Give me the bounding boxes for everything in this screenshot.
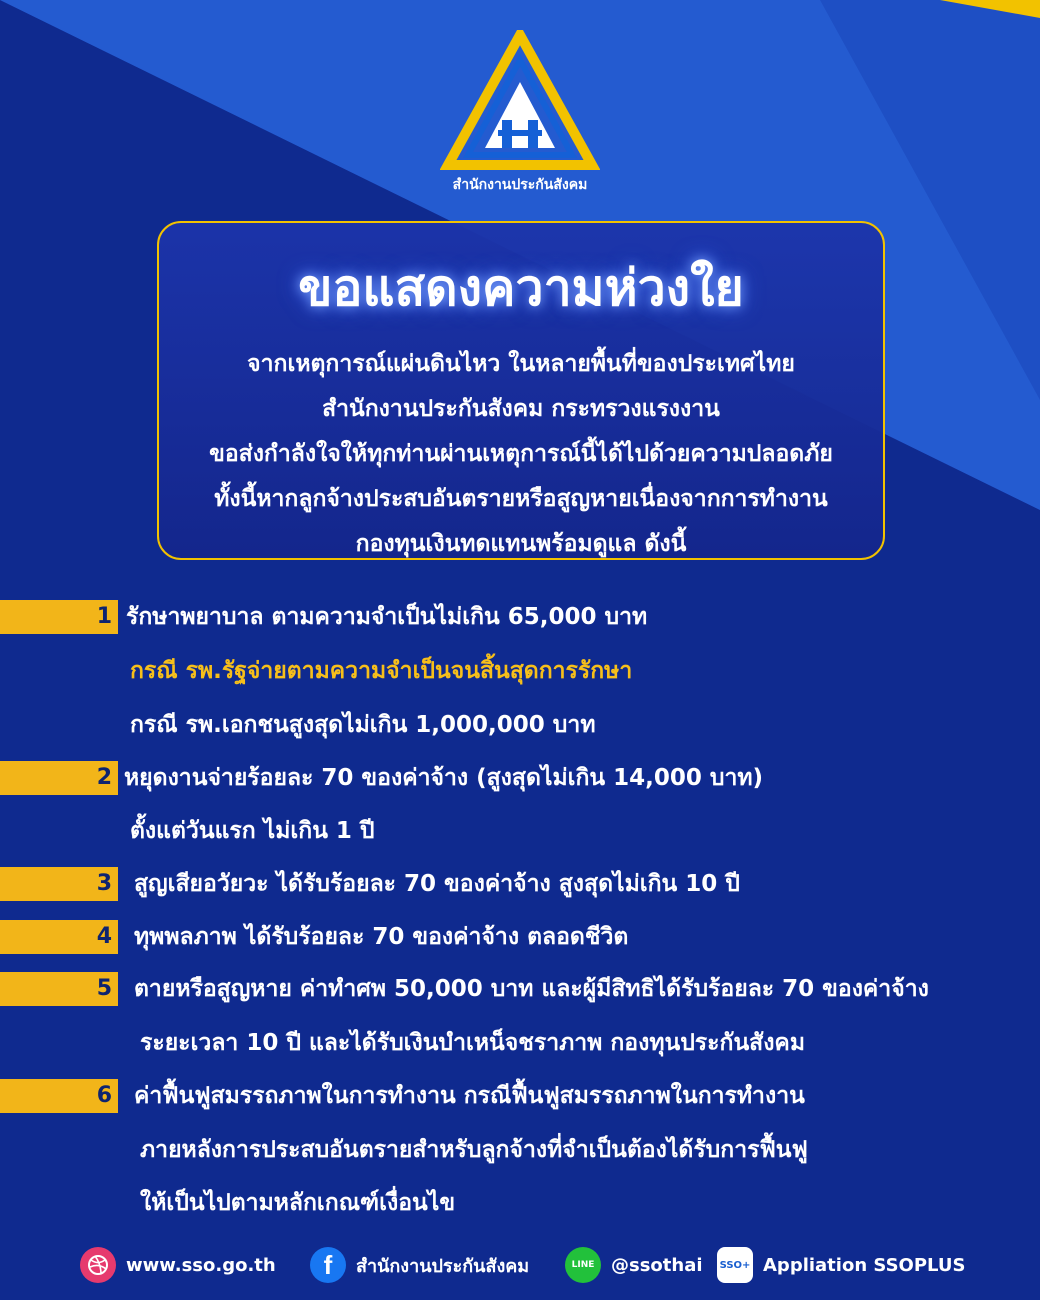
footer-website[interactable]: [80, 1245, 276, 1285]
line-icon: LINE: [565, 1247, 601, 1283]
item-2-line-1: หยุดงานจ่ายร้อยละ 70 ของค่าจ้าง (สูงสุดไม่เกิน 14,000 บาท): [124, 765, 764, 791]
item-6-line-3: ให้เป็นไปตามหลักเกณฑ์เงื่อนไข: [140, 1190, 456, 1216]
card-line: ขอส่งกำลังใจให้ทุกท่านผ่านเหตุการณ์นี้ได้ไปด้วยความปลอดภัย: [209, 441, 833, 467]
logo-caption: สำนักงานประกันสังคม: [452, 177, 588, 193]
item-number-5: 5: [0, 972, 118, 1006]
condolence-card: [157, 221, 885, 560]
item-6-line-1: ค่าฟื้นฟูสมรรถภาพในการทำงาน กรณีฟื้นฟูสมรรถภาพในการทำงาน: [134, 1083, 805, 1109]
item-number-3: 3: [0, 867, 118, 901]
card-line: ทั้งนี้หากลูกจ้างประสบอันตรายหรือสูญหายเนื่องจากการทำงาน: [214, 486, 828, 512]
card-line: จากเหตุการณ์แผ่นดินไหว ในหลายพื้นที่ของประเทศไทย: [247, 351, 795, 377]
item-number-2: 2: [0, 761, 118, 795]
sso-plus-app-icon: SSO+: [717, 1247, 753, 1283]
item-1-line-1: รักษาพยาบาล ตามความจำเป็นไม่เกิน 65,000 บาท: [126, 604, 648, 630]
website-text: www.sso.go.th: [126, 1254, 276, 1276]
line-text: @ssothai: [611, 1254, 703, 1276]
item-number-6: 6: [0, 1079, 118, 1113]
footer-app[interactable]: [717, 1245, 965, 1285]
item-3-line-1: สูญเสียอวัยวะ ได้รับร้อยละ 70 ของค่าจ้าง สูงสุดไม่เกิน 10 ปี: [134, 871, 740, 897]
card-title: ขอแสดงความห่วงใย: [298, 259, 744, 317]
sso-logo: [440, 30, 600, 195]
item-5-line-2: ระยะเวลา 10 ปี และได้รับเงินบำเหน็จชราภาพ กองทุนประกันสังคม: [140, 1030, 805, 1056]
item-4-line-1: ทุพพลภาพ ได้รับร้อยละ 70 ของค่าจ้าง ตลอดชีวิต: [134, 924, 629, 950]
card-line: กองทุนเงินทดแทนพร้อมดูแล ดังนี้: [355, 531, 687, 557]
sso-logo-icon: [440, 30, 600, 170]
item-1-line-3: กรณี รพ.เอกชนสูงสุดไม่เกิน 1,000,000 บาท: [130, 712, 596, 738]
facebook-icon: f: [310, 1247, 346, 1283]
item-5-line-1: ตายหรือสูญหาย ค่าทำศพ 50,000 บาท และผู้มีสิทธิได้รับร้อยละ 70 ของค่าจ้าง: [134, 976, 929, 1002]
footer-facebook[interactable]: [310, 1245, 529, 1285]
item-2-line-2: ตั้งแต่วันแรก ไม่เกิน 1 ปี: [130, 818, 375, 844]
card-message: [159, 342, 883, 567]
dribbble-icon: [80, 1247, 116, 1283]
item-number-4: 4: [0, 920, 118, 954]
footer-line[interactable]: [565, 1245, 703, 1285]
item-1-line-2: กรณี รพ.รัฐจ่ายตามความจำเป็นจนสิ้นสุดการรักษา: [130, 658, 633, 684]
facebook-text: สำนักงานประกันสังคม: [356, 1255, 530, 1277]
card-line: สำนักงานประกันสังคม กระทรวงแรงงาน: [322, 396, 720, 422]
item-number-1: 1: [0, 600, 118, 634]
item-6-line-2: ภายหลังการประสบอันตรายสำหรับลูกจ้างที่จำเป็นต้องได้รับการฟื้นฟู: [140, 1137, 808, 1163]
app-text: Appliation SSOPLUS: [763, 1254, 966, 1276]
